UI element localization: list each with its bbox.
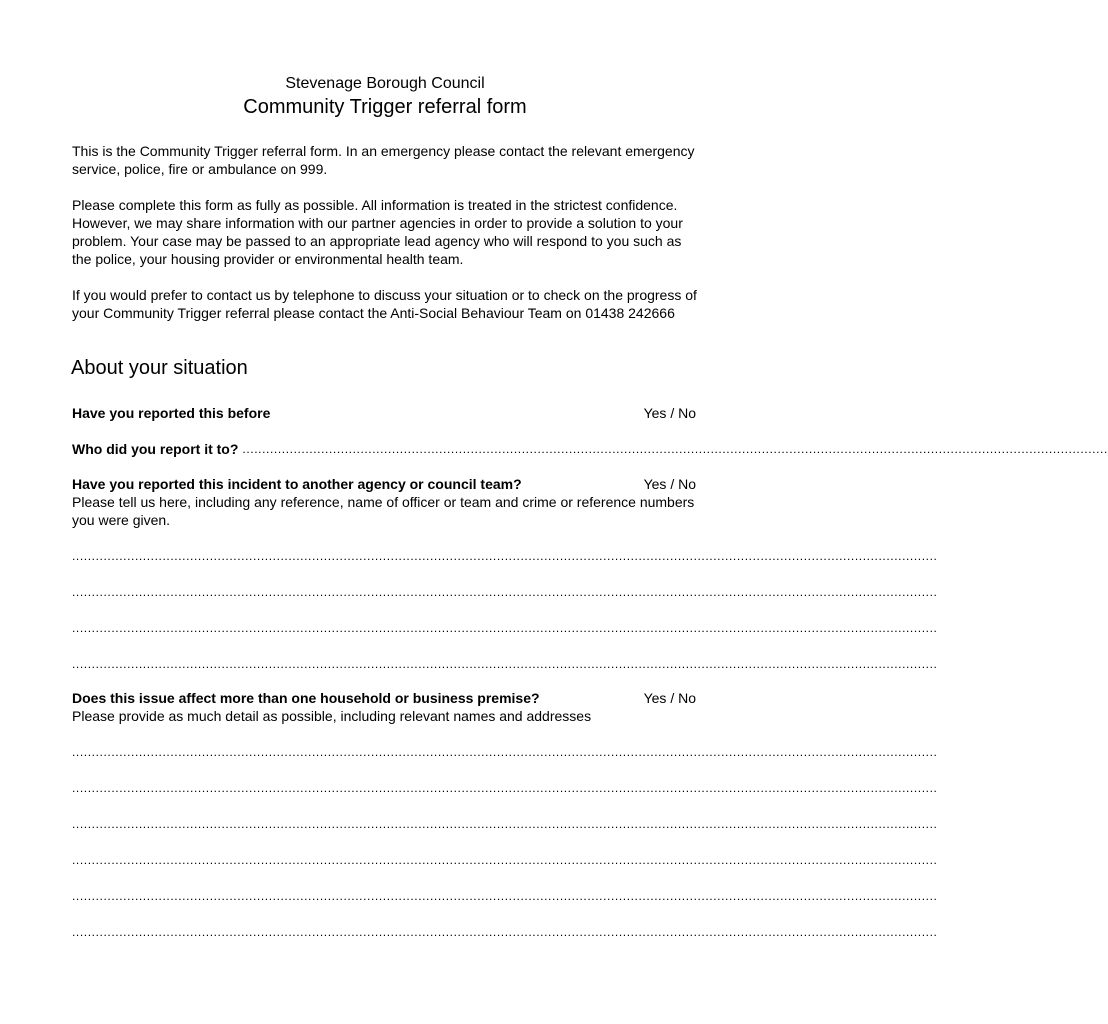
organisation-name: Stevenage Borough Council	[285, 75, 485, 92]
question-reported-before: Have you reported this before	[72, 405, 271, 421]
intro-paragraph-confidentiality: Please complete this form as fully as possible. All information is treated in the strictest confidence. However, we may share information with our partner agencies in order to provide a solution to your problem. Your case may be passed to an appropriate lead agency who will respond to you such as the police, your housing provider or environmental health team.	[72, 197, 683, 267]
other-agency-answer-line-3[interactable]: ............................................................................................................................................................................................................................	[72, 621, 938, 635]
question-multiple-households: Does this issue affect more than one household or business premise?	[72, 690, 540, 706]
other-agency-yes-no[interactable]: Yes / No	[643, 476, 696, 492]
multiple-households-help-text: Please provide as much detail as possible, including relevant names and addresses	[72, 708, 592, 724]
multiple-households-answer-line-3[interactable]: ............................................................................................................................................................................................................................	[72, 817, 938, 831]
multiple-households-answer-line-2[interactable]: ............................................................................................................................................................................................................................	[72, 781, 938, 795]
intro-paragraph-emergency: This is the Community Trigger referral form. In an emergency please contact the relevant emergency service, police, fire or ambulance on 999.	[72, 143, 695, 177]
question-who-reported-to	[72, 440, 1108, 458]
section-heading: About your situation	[71, 357, 248, 379]
form-title: Community Trigger referral form	[243, 96, 527, 118]
multiple-households-yes-no[interactable]: Yes / No	[643, 690, 696, 706]
who-reported-to-label: Who did you report it to?	[72, 441, 239, 457]
other-agency-help-text: Please tell us here, including any reference, name of officer or team and crime or reference numbers you were given.	[72, 494, 695, 528]
other-agency-answer-line-2[interactable]: ............................................................................................................................................................................................................................	[72, 585, 938, 599]
who-reported-to-answer-line[interactable]: ............................................................................................................................................................................................................................	[242, 442, 1108, 456]
multiple-households-answer-line-1[interactable]: ............................................................................................................................................................................................................................	[72, 745, 938, 759]
multiple-households-answer-line-5[interactable]: ............................................................................................................................................................................................................................	[72, 889, 938, 903]
intro-paragraph-contact: If you would prefer to contact us by telephone to discuss your situation or to check on the progress of your Community Trigger referral please contact the Anti-Social Behaviour Team on 01438 242666	[72, 287, 697, 321]
multiple-households-answer-line-6[interactable]: ............................................................................................................................................................................................................................	[72, 925, 938, 939]
question-other-agency: Have you reported this incident to another agency or council team?	[72, 476, 522, 492]
other-agency-answer-line-1[interactable]: ............................................................................................................................................................................................................................	[72, 549, 938, 563]
multiple-households-answer-line-4[interactable]: ............................................................................................................................................................................................................................	[72, 853, 938, 867]
reported-before-yes-no[interactable]: Yes / No	[643, 405, 696, 421]
other-agency-answer-line-4[interactable]: ............................................................................................................................................................................................................................	[72, 657, 938, 671]
